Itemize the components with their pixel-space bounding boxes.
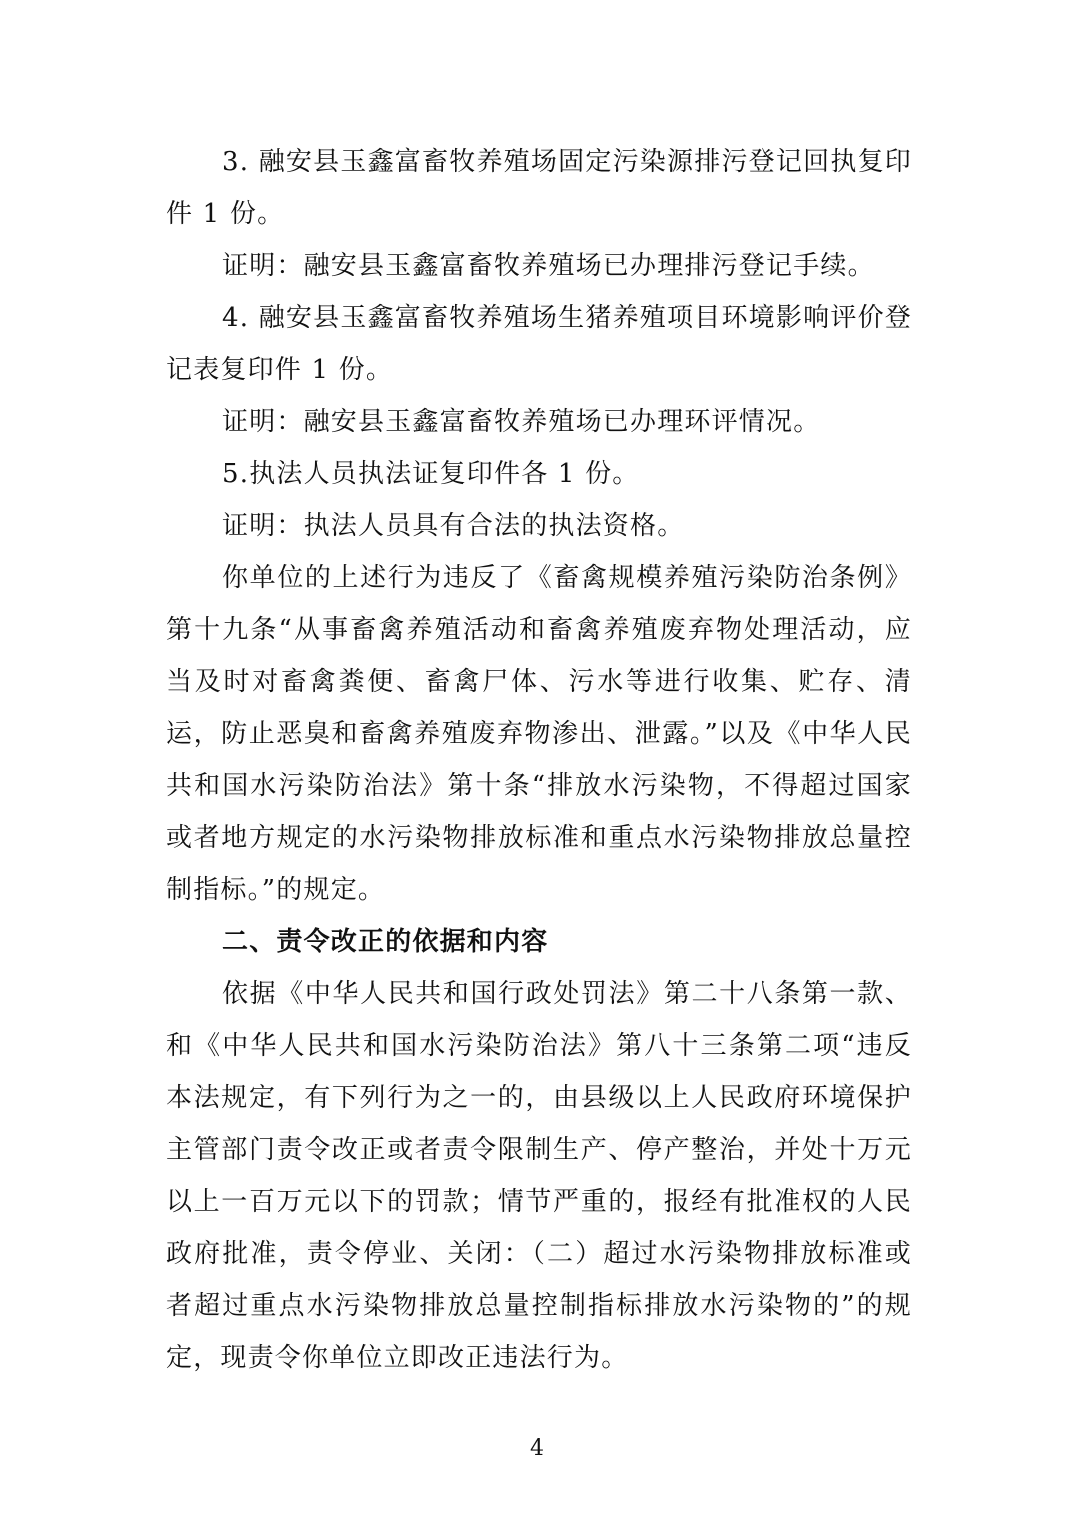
correction-paragraph: 依据《中华人民共和国行政处罚法》第二十八条第一款、和《中华人民共和国水污染防治法》第八十三条第二项“违反本法规定，有下列行为之一的，由县级以上人民政府环境保护主管部门责令改正或者责令限制生产、停产整治，并处十万元以上一百万元以下的罚款；情节严重的，报经有批准权的人民政府批准，责令停业、关闭：（二）超过水污染物排放标准或者超过重点水污染物排放总量控制指标排放水污染物的”的规定，现责令你单位立即改正违法行为。 xyxy=(166,979,912,1373)
evidence-proof-4: 证明：融安县玉鑫富畜牧养殖场已办理环评情况。 xyxy=(222,407,821,437)
violation-paragraph: 你单位的上述行为违反了《畜禽规模养殖污染防治条例》第十九条“从事畜禽养殖活动和畜禽养殖废弃物处理活动，应当及时对畜禽粪便、畜禽尸体、污水等进行收集、贮存、清运，防止恶臭和畜禽养殖废弃物渗出、泄露。”以及《中华人民共和国水污染防治法》第十条“排放水污染物，不得超过国家或者地方规定的水污染物排放标准和重点水污染物排放总量控制指标。”的规定。 xyxy=(166,563,912,905)
evidence-proof-5: 证明：执法人员具有合法的执法资格。 xyxy=(222,511,685,541)
evidence-proof-3: 证明：融安县玉鑫富畜牧养殖场已办理排污登记手续。 xyxy=(222,251,875,281)
evidence-item-3: 3. 融安县玉鑫富畜牧养殖场固定污染源排污登记回执复印件 1 份。 xyxy=(166,147,912,229)
evidence-item-5: 5.执法人员执法证复印件各 1 份。 xyxy=(222,459,640,489)
page-number: 4 xyxy=(530,1436,544,1461)
evidence-item-4: 4. 融安县玉鑫富畜牧养殖场生猪养殖项目环境影响评价登记表复印件 1 份。 xyxy=(166,303,912,385)
section-heading: 二、责令改正的依据和内容 xyxy=(222,927,549,957)
document-body xyxy=(166,136,912,1384)
